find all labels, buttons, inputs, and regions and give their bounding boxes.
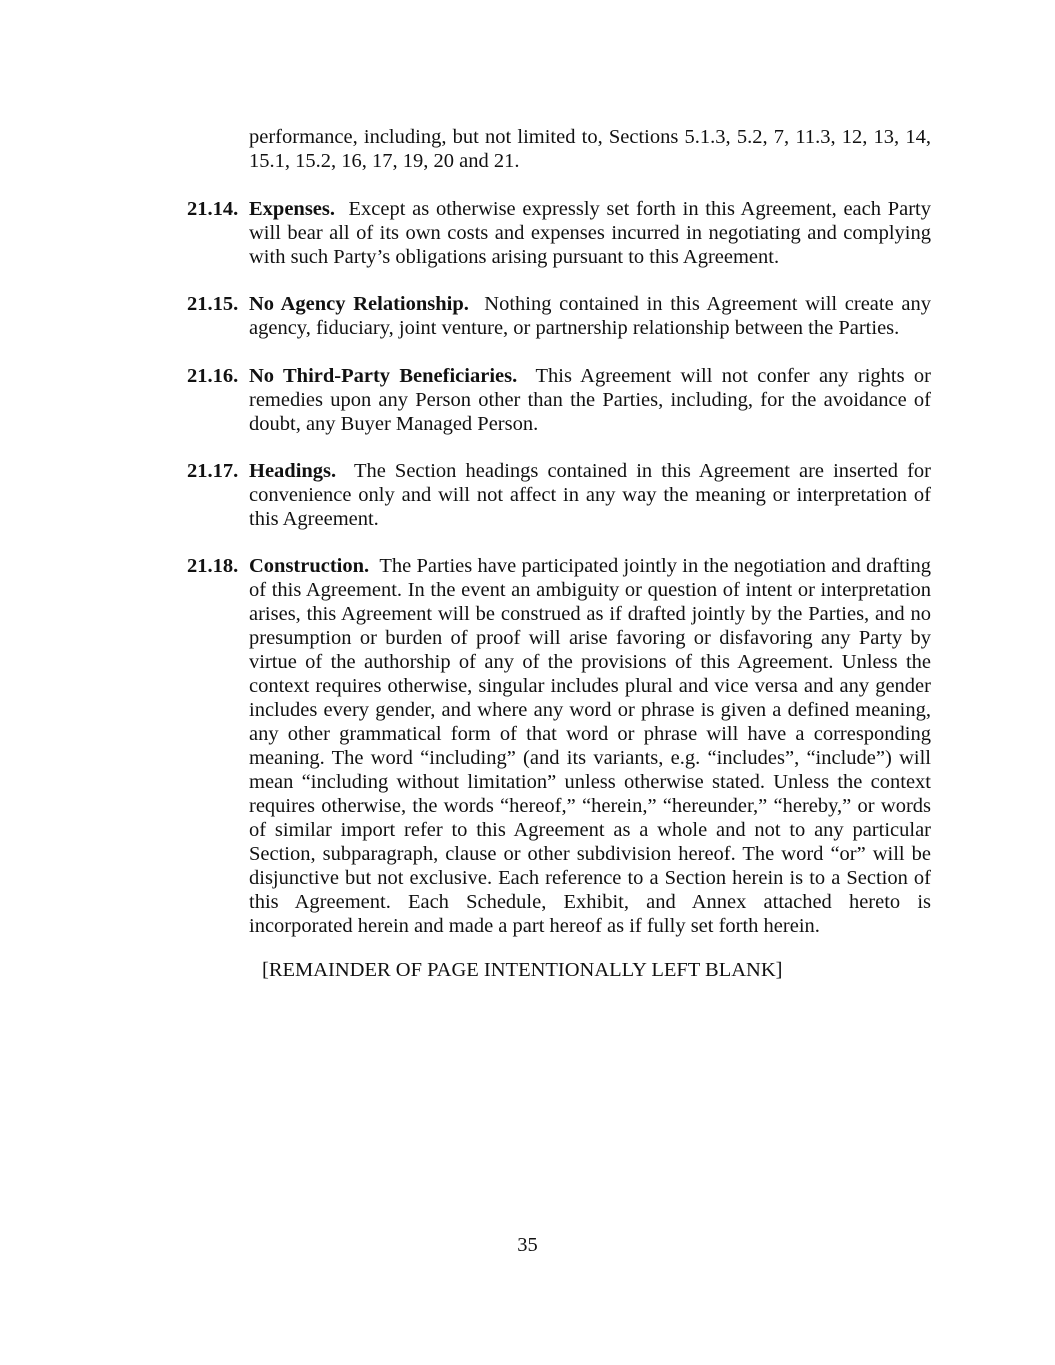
section-heading: No Third-Party Beneficiaries. [249,365,518,387]
section-number: 21.14. [187,198,239,220]
continuation-paragraph: performance, including, but not limited to, Sections 5.1.3, 5.2, 7, 11.3, 12, 13, 14, 15.1, 15.2, 16, 17, 19, 20 and 21. [249,126,931,172]
section-number: 21.16. [187,365,239,387]
section-body [249,554,931,938]
section-body [249,292,931,340]
section-21-17 [187,459,931,531]
section-heading: Headings. [249,460,337,482]
section-body [249,197,931,269]
section-heading: Construction. [249,555,370,577]
section-number: 21.15. [187,293,239,315]
section-text: The Parties have participated jointly in the negotiation and drafting of this Agreement. In the event an ambiguity or question of intent or interpretation arises, this Agreement will be construed as if drafted jointly by the Parties, and no presumption or burden of proof will arise favoring or disfavoring any Party by virtue of the authorship of any of the provisions of this Agreement. Unless the context requires otherwise, singular includes plural and vice versa and any gender includes every gender, and where any word or phrase is given a defined meaning, any other grammatical form of that word or phrase will have a corresponding meaning. The word “including” (and its variants, e.g. “includes”, “include”) will mean “including without limitation” unless otherwise stated. Unless the context requires otherwise, the words “hereof,” “herein,” “hereunder,” “hereby,” or words of similar import refer to this Agreement as a whole and not to any particular Section, subparagraph, clause or other subdivision hereof. The word “or” will be disjunctive but not exclusive. Each reference to a Section herein is to a Section of this Agreement. Each Schedule, Exhibit, and Annex attached hereto is incorporated herein and made a part hereof as if fully set forth herein. [249,555,931,937]
section-heading: No Agency Relationship. [249,293,469,315]
section-heading: Expenses. [249,198,336,220]
section-21-16 [187,364,931,436]
section-body [249,364,931,436]
section-text: This Agreement will not confer any rights or remedies upon any Person other than the Parties, including, for the avoidance of doubt, any Buyer Managed Person. [249,365,931,435]
section-text: Nothing contained in this Agreement will create any agency, fiduciary, joint venture, or partnership relationship between the Parties. [249,293,932,339]
section-number: 21.18. [187,555,239,577]
section-21-14 [187,197,931,269]
section-21-15 [187,292,931,340]
section-21-18 [187,554,931,938]
section-text: Except as otherwise expressly set forth in this Agreement, each Party will bear all of its own costs and expenses incurred in negotiating and complying with such Party’s obligations arising pursuant to this Agreement. [249,198,931,268]
remainder-blank-note: [REMAINDER OF PAGE INTENTIONALLY LEFT BLANK] [262,959,783,981]
section-number: 21.17. [187,460,239,482]
page-number: 35 [517,1234,538,1256]
section-text: The Section headings contained in this Agreement are inserted for convenience only and will not affect in any way the meaning or interpretation of this Agreement. [249,460,931,530]
section-body [249,459,931,531]
